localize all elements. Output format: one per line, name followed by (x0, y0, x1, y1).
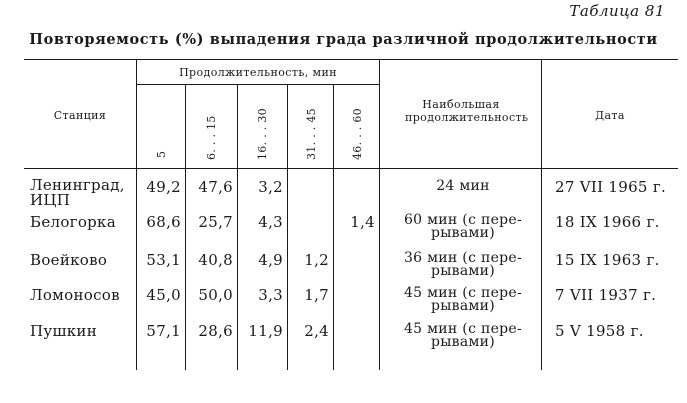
table-cell: 4,3 (258, 213, 283, 231)
header-col-6-15: 6. . . 15 (205, 115, 218, 160)
header-col-46-60: 46. . . 60 (351, 108, 364, 160)
rule-col-5 (333, 85, 334, 370)
table-cell-max-duration: 60 мин (с пере-рывами) (403, 212, 523, 241)
table-cell: 25,7 (198, 213, 233, 231)
table-cell: 4,9 (258, 251, 283, 269)
table-cell-date: 18 IX 1966 г. (555, 213, 660, 231)
rule-subheader (136, 84, 379, 85)
header-date: Дата (595, 109, 625, 122)
header-col-31-45: 31. . . 45 (305, 108, 318, 160)
header-max-duration: Наибольшая продолжительность (405, 98, 529, 124)
table-cell: 28,6 (198, 322, 233, 340)
table-cell-date: 15 IX 1963 г. (555, 251, 660, 269)
rule-col-7 (541, 60, 542, 370)
table-cell-max-duration: 24 мин (436, 178, 490, 194)
table-cell: 2,4 (304, 322, 329, 340)
table-cell: 45,0 (146, 286, 181, 304)
table-cell-date: 5 V 1958 г. (555, 322, 644, 340)
table-cell: 1,2 (304, 251, 329, 269)
rule-col-4 (287, 85, 288, 370)
table-cell-max-duration: 45 мин (с пере-рывами) (403, 321, 523, 350)
table-cell-date: 7 VII 1937 г. (555, 286, 657, 304)
table-caption: Повторяемость (%) выпадения града различной продолжительности (29, 31, 658, 48)
table-row-station: Ломоносов (30, 286, 120, 304)
table-cell: 40,8 (198, 251, 233, 269)
table-cell: 57,1 (146, 322, 181, 340)
header-station: Станция (53, 109, 107, 122)
table-cell-date: 27 VII 1965 г. (555, 178, 667, 196)
table-row-station: Воейково (30, 251, 108, 269)
table-row-station: Ленинград, ИЦП (30, 176, 125, 209)
header-duration-group: Продолжительность, мин (179, 66, 337, 79)
header-col-16-30: 16. . . 30 (256, 108, 269, 160)
table-cell: 3,2 (258, 178, 283, 196)
rule-top (24, 59, 678, 60)
table-cell: 1,4 (350, 213, 375, 231)
rule-col-3 (237, 85, 238, 370)
table-row-station: Белогорка (30, 213, 116, 231)
rule-col-6 (379, 60, 380, 370)
table-cell: 11,9 (248, 322, 283, 340)
table-cell: 68,6 (146, 213, 181, 231)
table-cell: 53,1 (146, 251, 181, 269)
table-cell-max-duration: 45 мин (с пере-рывами) (403, 285, 523, 314)
table-cell: 47,6 (198, 178, 233, 196)
header-col-5: 5 (155, 150, 168, 158)
rule-col-1 (136, 60, 137, 370)
table-row-station: Пушкин (30, 322, 98, 340)
table-cell: 3,3 (258, 286, 283, 304)
table-label: Таблица 81 (569, 2, 665, 20)
table-cell: 49,2 (146, 178, 181, 196)
rule-col-2 (185, 85, 186, 370)
table-cell: 50,0 (198, 286, 233, 304)
rule-header-bottom (24, 168, 678, 169)
table-cell-max-duration: 36 мин (с пере-рывами) (403, 250, 523, 279)
table-cell: 1,7 (304, 286, 329, 304)
